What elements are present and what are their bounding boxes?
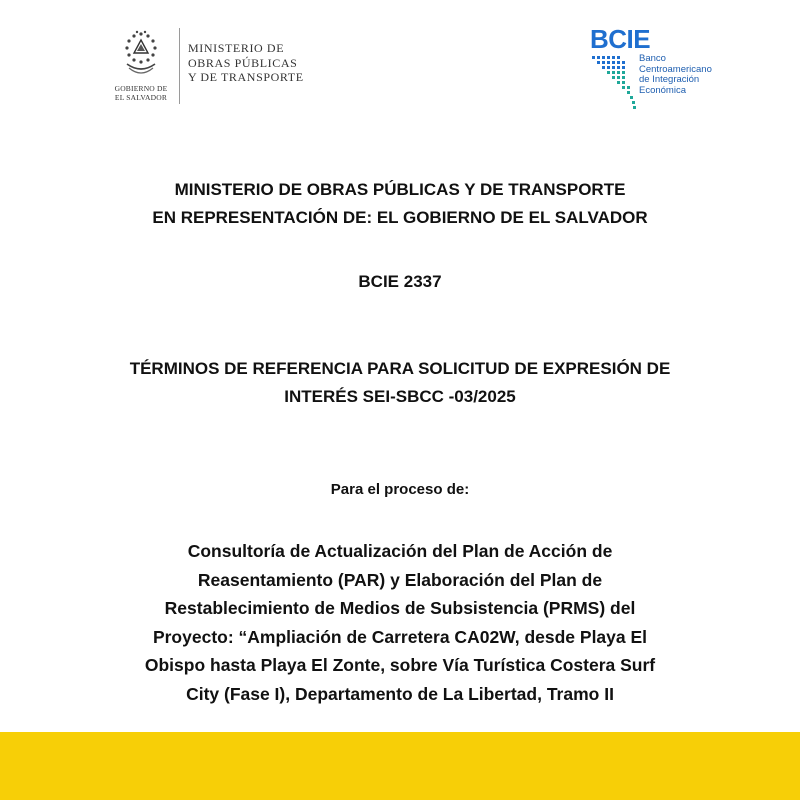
government-logo <box>108 28 308 108</box>
seal-caption-line: GOBIERNO DE <box>114 84 168 93</box>
issuer-title <box>0 176 800 232</box>
yellow-footer-band <box>0 732 800 800</box>
coat-of-arms-icon <box>117 28 165 84</box>
bcie-full-name <box>639 54 712 96</box>
description-line: City (Fase I), Departamento de La Libertad, Tramo II <box>186 683 614 704</box>
process-label-text: Para el proceso de: <box>330 481 470 498</box>
issuer-title-line: EN REPRESENTACIÓN DE: EL GOBIERNO DE EL SALVADOR <box>152 208 648 227</box>
seal-caption-line: EL SALVADOR <box>114 93 168 102</box>
bcie-name-line: de Integración <box>639 74 700 86</box>
bcie-name-line: Banco <box>639 53 666 64</box>
issuer-title-line: MINISTERIO DE OBRAS PÚBLICAS Y DE TRANSPORTE <box>174 180 626 199</box>
reference-code <box>0 268 800 296</box>
bcie-logo-wordmark: BCIE <box>590 24 651 54</box>
terms-title <box>0 355 800 411</box>
ministry-name-line: OBRAS PÚBLICAS <box>188 55 298 70</box>
description-line: Proyecto: “Ampliación de Carretera CA02W, desde Playa El <box>152 626 648 647</box>
bcie-name-line: Económica <box>639 84 686 96</box>
reference-code-text: BCIE 2337 <box>358 272 442 291</box>
consultancy-description <box>0 537 800 708</box>
document-header <box>0 0 800 130</box>
el-salvador-seal <box>108 28 174 108</box>
ministry-name-line: Y DE TRANSPORTE <box>188 70 304 84</box>
ministry-name <box>188 41 328 85</box>
bcie-logo <box>588 24 748 104</box>
ministry-name-line: MINISTERIO DE <box>188 41 285 55</box>
bcie-name-line: Centroamericano <box>639 63 712 75</box>
description-line: Restablecimiento de Medios de Subsistencia (PRMS) del <box>164 598 636 618</box>
description-line: Reasentamiento (PAR) y Elaboración del Plan de <box>197 569 603 590</box>
logo-divider <box>179 28 180 104</box>
bcie-map-icon <box>592 54 638 116</box>
terms-title-line: INTERÉS SEI-SBCC -03/2025 <box>284 387 516 406</box>
terms-title-line: TÉRMINOS DE REFERENCIA PARA SOLICITUD DE EXPRESIÓN DE <box>129 359 671 378</box>
description-line: Consultoría de Actualización del Plan de Acción de <box>187 541 613 561</box>
process-label <box>0 478 800 502</box>
description-line: Obispo hasta Playa El Zonte, sobre Vía Turística Costera Surf <box>144 655 656 675</box>
